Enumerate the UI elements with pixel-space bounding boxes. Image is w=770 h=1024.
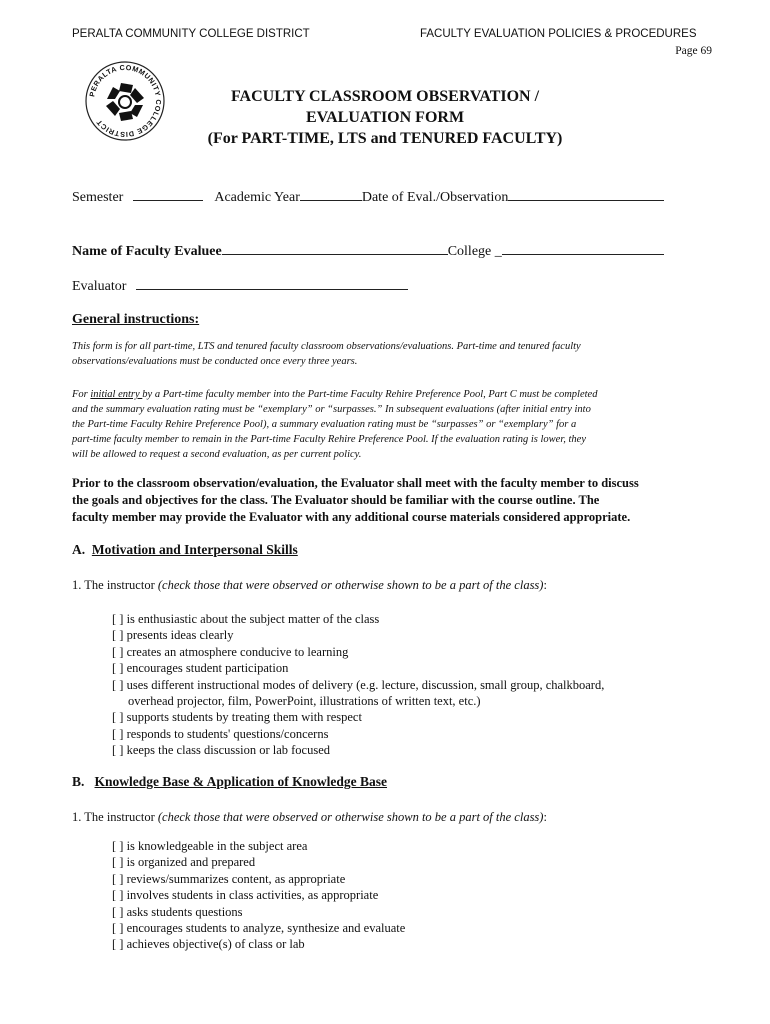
header-right: FACULTY EVALUATION POLICIES & PROCEDURES — [420, 28, 697, 40]
evaluator-label: Evaluator — [72, 279, 127, 294]
instructions-para2: For initial entry by a Part-time faculty member into the Part-time Faculty Rehire Preference Pool, Part C must be completed and the summary evaluation rating must be “exemplary” or “surpasses.” In subsequent evaluations (after initial entry into the Part-time Faculty Rehire Preference Pool), a summary evaluation rating must be “surpasses” or “exemplary” for a part-time faculty member to remain in the Part-time Faculty Rehire Preference Pool. If the evaluation rating is lower, they will be allowed to request a second evaluation, as per current policy. — [72, 389, 598, 460]
checklist-item[interactable]: [ ] encourages student participation — [112, 661, 289, 676]
evaluee-row — [72, 240, 664, 260]
section-a-checklist — [112, 611, 604, 759]
checklist-item[interactable]: [ ] is enthusiastic about the subject matter of the class — [112, 612, 380, 626]
checklist-item[interactable]: [ ] keeps the class discussion or lab focused — [112, 743, 330, 758]
academic-year-label: Academic Year — [214, 190, 300, 205]
evaluator-field[interactable] — [136, 275, 408, 290]
header-left: PERALTA COMMUNITY COLLEGE DISTRICT — [72, 28, 310, 40]
date-eval-label: Date of Eval./Observation — [361, 190, 509, 205]
prior-instructions: Prior to the classroom observation/evaluation, the Evaluator shall meet with the faculty member to discuss the goals and objectives for the class. The Evaluator should be familiar with the course outline. The faculty member may provide the Evaluator with any additional course materials considered appropriate. — [72, 476, 639, 524]
initial-entry-text: initial entry — [90, 389, 143, 400]
semester-field[interactable] — [133, 186, 203, 201]
checklist-item[interactable]: [ ] achieves objective(s) of class or lab — [112, 937, 305, 952]
academic-year-field[interactable] — [300, 186, 362, 201]
checklist-item-continuation: overhead projector, film, PowerPoint, illustrations of written text, etc.) — [128, 694, 481, 709]
section-b-heading: B. Knowledge Base & Application of Knowledge Base — [72, 774, 388, 789]
section-b-question: 1. The instructor (check those that were observed or otherwise shown to be a part of the class): — [72, 810, 547, 824]
checklist-item[interactable]: [ ] uses different instructional modes of delivery (e.g. lecture, discussion, small group, chalkboard, — [112, 677, 605, 692]
instructions-para1: This form is for all part-time, LTS and tenured faculty classroom observations/evaluations. Part-time and tenured faculty observations/evaluations must be conducted once every three years. — [72, 341, 581, 367]
checklist-item[interactable]: [ ] involves students in class activities, as appropriate — [112, 888, 379, 903]
checklist-item[interactable]: [ ] supports students by treating them with respect — [112, 710, 362, 725]
form-title-line3: (For PART-TIME, LTS and TENURED FACULTY) — [207, 130, 563, 147]
section-a-heading: A. Motivation and Interpersonal Skills — [72, 542, 298, 557]
checklist-item[interactable]: [ ] creates an atmosphere conducive to learning — [112, 644, 349, 659]
checklist-item[interactable]: [ ] asks students questions — [112, 904, 243, 919]
form-title-line2: EVALUATION FORM — [305, 109, 465, 126]
section-b-checklist — [112, 838, 405, 953]
checklist-item[interactable]: [ ] is knowledgeable in the subject area — [112, 839, 308, 853]
semester-row — [72, 186, 664, 206]
evaluator-row — [72, 275, 408, 295]
college-field[interactable] — [502, 240, 664, 255]
checklist-item[interactable]: [ ] encourages students to analyze, synthesize and evaluate — [112, 921, 406, 936]
college-label: College _ — [447, 244, 502, 259]
checklist-item[interactable]: [ ] responds to students' questions/concerns — [112, 726, 329, 741]
faculty-evaluee-field[interactable] — [222, 240, 448, 255]
faculty-evaluee-label: Name of Faculty Evaluee — [72, 244, 222, 259]
checklist-item[interactable]: [ ] presents ideas clearly — [112, 628, 234, 643]
svg-text:PERALTA COMMUNITY COLLEGE DIST: PERALTA COMMUNITY COLLEGE DISTRICT — [87, 62, 164, 140]
section-a-question: 1. The instructor (check those that were observed or otherwise shown to be a part of the class): — [72, 578, 547, 592]
semester-label: Semester — [72, 190, 124, 205]
page-number: Page 69 — [675, 45, 712, 57]
form-title-line1: FACULTY CLASSROOM OBSERVATION / — [230, 88, 540, 105]
checklist-item[interactable]: [ ] is organized and prepared — [112, 855, 256, 870]
date-eval-field[interactable] — [508, 186, 664, 201]
general-instructions-heading: General instructions: — [72, 312, 200, 327]
checklist-item[interactable]: [ ] reviews/summarizes content, as appropriate — [112, 871, 346, 886]
